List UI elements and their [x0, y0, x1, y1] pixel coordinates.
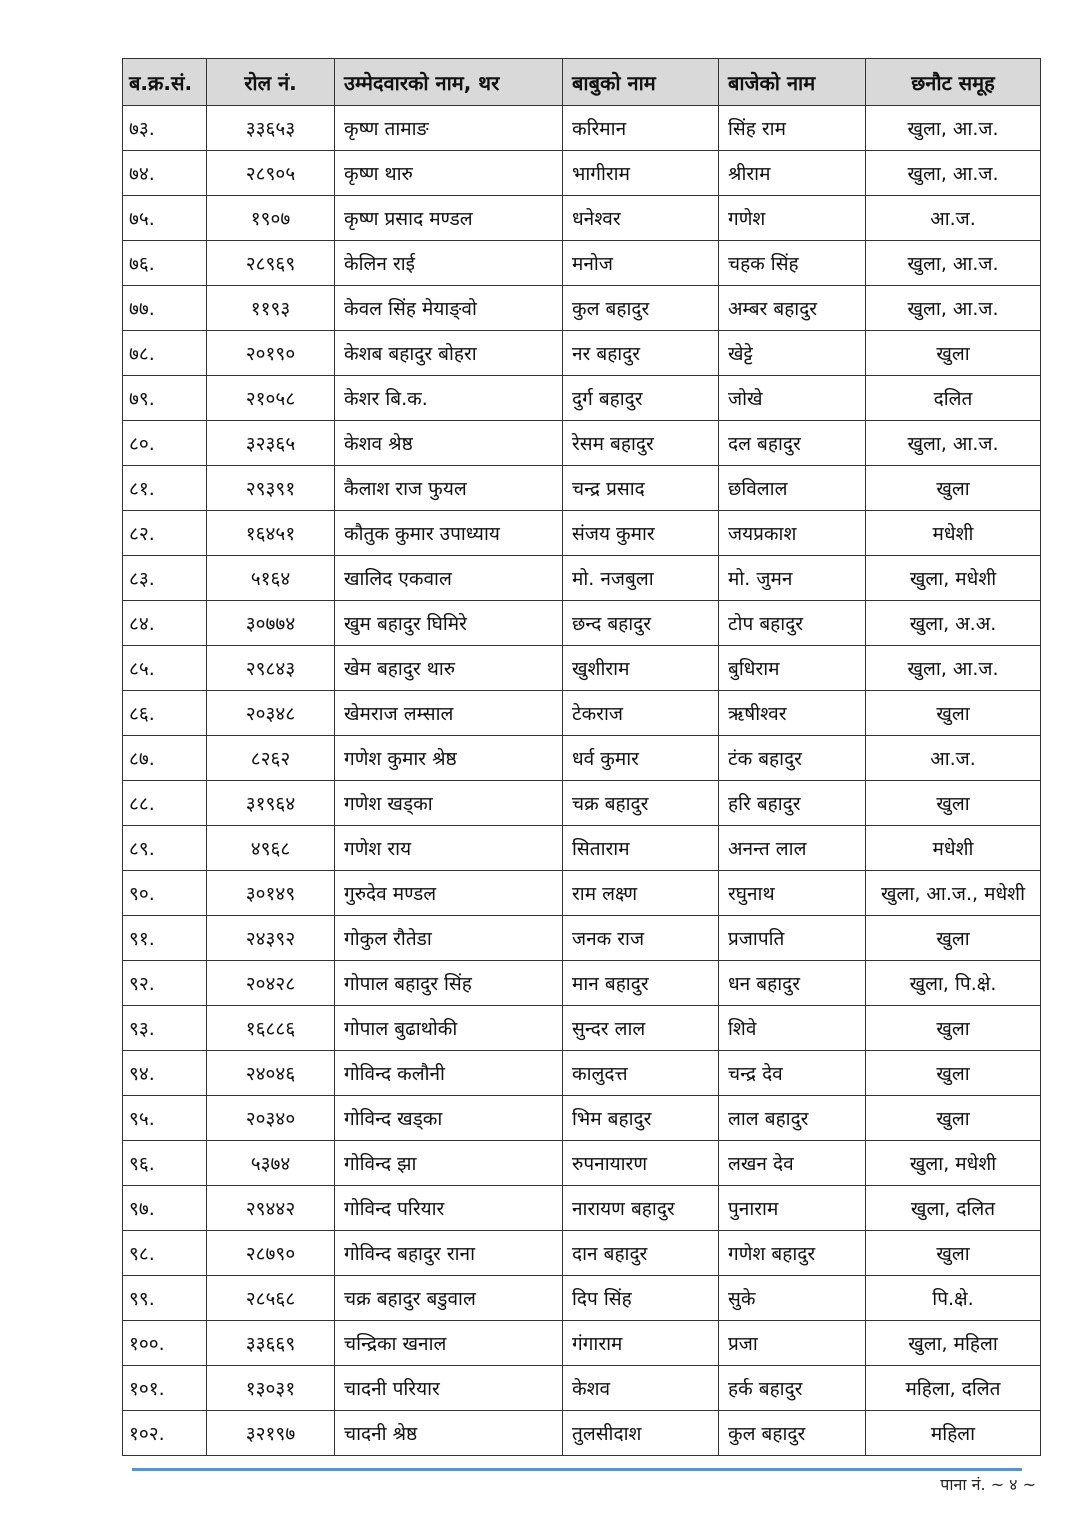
cell-candidate-name: गणेश राय: [335, 826, 563, 871]
cell-candidate-name: गोविन्द झा: [335, 1141, 563, 1186]
table-row: [123, 286, 1041, 331]
cell-candidate-name: गोकुल रौतेडा: [335, 916, 563, 961]
cell-selection-group: खुला, आ.ज., मधेशी: [866, 871, 1041, 916]
cell-grandfather-name: टोप बहादुर: [719, 601, 866, 646]
cell-selection-group: खुला, आ.ज.: [866, 286, 1041, 331]
cell-candidate-name: गोविन्द परियार: [335, 1186, 563, 1231]
cell-roll-number: २४०४६: [207, 1051, 335, 1096]
cell-selection-group: खुला, पि.क्षे.: [866, 961, 1041, 1006]
cell-selection-group: खुला: [866, 466, 1041, 511]
cell-selection-group: खुला, आ.ज.: [866, 241, 1041, 286]
cell-serial-number: ९६.: [123, 1141, 207, 1186]
cell-father-name: छन्द बहादुर: [563, 601, 719, 646]
page-number: पाना नं. ~ ४ ~: [940, 1475, 1036, 1494]
cell-father-name: नर बहादुर: [563, 331, 719, 376]
table-row: [123, 916, 1041, 961]
cell-grandfather-name: छविलाल: [719, 466, 866, 511]
cell-candidate-name: गोविन्द बहादुर राना: [335, 1231, 563, 1276]
cell-selection-group: खुला: [866, 1096, 1041, 1141]
cell-grandfather-name: धन बहादुर: [719, 961, 866, 1006]
table-row: [123, 1006, 1041, 1051]
cell-father-name: राम लक्ष्ण: [563, 871, 719, 916]
cell-selection-group: आ.ज.: [866, 736, 1041, 781]
cell-grandfather-name: पुनाराम: [719, 1186, 866, 1231]
cell-serial-number: ८५.: [123, 646, 207, 691]
cell-grandfather-name: चहक सिंह: [719, 241, 866, 286]
cell-roll-number: २४३९२: [207, 916, 335, 961]
cell-serial-number: ७७.: [123, 286, 207, 331]
cell-serial-number: ९२.: [123, 961, 207, 1006]
cell-serial-number: ९०.: [123, 871, 207, 916]
cell-selection-group: खुला, आ.ज.: [866, 151, 1041, 196]
cell-father-name: भिम बहादुर: [563, 1096, 719, 1141]
header-grandfather-name: बाजेको नाम: [719, 59, 866, 106]
cell-father-name: मान बहादुर: [563, 961, 719, 1006]
cell-candidate-name: केशब बहादुर बोहरा: [335, 331, 563, 376]
cell-father-name: कालुदत्त: [563, 1051, 719, 1096]
cell-father-name: गंगाराम: [563, 1321, 719, 1366]
cell-candidate-name: गुरुदेव मण्डल: [335, 871, 563, 916]
table-row: [123, 781, 1041, 826]
cell-father-name: जनक राज: [563, 916, 719, 961]
cell-roll-number: ४९६८: [207, 826, 335, 871]
cell-father-name: रेसम बहादुर: [563, 421, 719, 466]
cell-roll-number: ३२३६५: [207, 421, 335, 466]
cell-grandfather-name: मो. जुमन: [719, 556, 866, 601]
cell-serial-number: ९९.: [123, 1276, 207, 1321]
cell-serial-number: ८६.: [123, 691, 207, 736]
cell-candidate-name: कौतुक कुमार उपाध्याय: [335, 511, 563, 556]
cell-roll-number: २९३९१: [207, 466, 335, 511]
cell-selection-group: पि.क्षे.: [866, 1276, 1041, 1321]
cell-grandfather-name: लखन देव: [719, 1141, 866, 1186]
cell-serial-number: ९१.: [123, 916, 207, 961]
cell-roll-number: २०१९०: [207, 331, 335, 376]
table-row: [123, 376, 1041, 421]
cell-selection-group: खुला, दलित: [866, 1186, 1041, 1231]
cell-selection-group: खुला, आ.ज.: [866, 421, 1041, 466]
table-row: [123, 601, 1041, 646]
cell-father-name: मनोज: [563, 241, 719, 286]
cell-roll-number: २८९०५: [207, 151, 335, 196]
cell-serial-number: ७३.: [123, 106, 207, 151]
cell-selection-group: खुला: [866, 691, 1041, 736]
cell-roll-number: ३०७७४: [207, 601, 335, 646]
cell-selection-group: खुला: [866, 781, 1041, 826]
cell-roll-number: २८५६८: [207, 1276, 335, 1321]
cell-father-name: करिमान: [563, 106, 719, 151]
cell-selection-group: खुला: [866, 331, 1041, 376]
table-header-row: [123, 59, 1041, 106]
cell-serial-number: ७९.: [123, 376, 207, 421]
cell-candidate-name: कृष्ण प्रसाद मण्डल: [335, 196, 563, 241]
cell-candidate-name: गोविन्द खड्का: [335, 1096, 563, 1141]
header-father-name: बाबुको नाम: [563, 59, 719, 106]
cell-father-name: दुर्ग बहादुर: [563, 376, 719, 421]
table-row: [123, 106, 1041, 151]
cell-grandfather-name: प्रजा: [719, 1321, 866, 1366]
table-row: [123, 1051, 1041, 1096]
cell-candidate-name: गोपाल बुढाथोकी: [335, 1006, 563, 1051]
cell-roll-number: ११९३: [207, 286, 335, 331]
cell-father-name: दान बहादुर: [563, 1231, 719, 1276]
table-row: [123, 826, 1041, 871]
cell-father-name: धनेश्वर: [563, 196, 719, 241]
cell-selection-group: मधेशी: [866, 511, 1041, 556]
cell-candidate-name: चन्द्रिका खनाल: [335, 1321, 563, 1366]
cell-roll-number: २८९६९: [207, 241, 335, 286]
table-row: [123, 511, 1041, 556]
header-serial-number: ब.क्र.सं.: [123, 59, 207, 106]
table-row: [123, 1411, 1041, 1456]
cell-roll-number: ३०१४९: [207, 871, 335, 916]
cell-selection-group: खुला, आ.ज.: [866, 106, 1041, 151]
cell-selection-group: महिला, दलित: [866, 1366, 1041, 1411]
cell-father-name: धर्व कुमार: [563, 736, 719, 781]
cell-roll-number: २९४४२: [207, 1186, 335, 1231]
cell-roll-number: २१०५८: [207, 376, 335, 421]
cell-candidate-name: खेम बहादुर थारु: [335, 646, 563, 691]
cell-serial-number: ९८.: [123, 1231, 207, 1276]
cell-father-name: कुल बहादुर: [563, 286, 719, 331]
cell-roll-number: ३३६६९: [207, 1321, 335, 1366]
cell-roll-number: ३३६५३: [207, 106, 335, 151]
cell-father-name: दिप सिंह: [563, 1276, 719, 1321]
cell-father-name: चक्र बहादुर: [563, 781, 719, 826]
cell-serial-number: ९७.: [123, 1186, 207, 1231]
cell-grandfather-name: रघुनाथ: [719, 871, 866, 916]
cell-grandfather-name: बुधिराम: [719, 646, 866, 691]
cell-serial-number: ७६.: [123, 241, 207, 286]
cell-grandfather-name: अम्बर बहादुर: [719, 286, 866, 331]
table-row: [123, 151, 1041, 196]
cell-candidate-name: कैलाश राज फुयल: [335, 466, 563, 511]
cell-candidate-name: गोपाल बहादुर सिंह: [335, 961, 563, 1006]
cell-father-name: चन्द्र प्रसाद: [563, 466, 719, 511]
table-row: [123, 1186, 1041, 1231]
cell-selection-group: खुला, आ.ज.: [866, 646, 1041, 691]
cell-serial-number: ९४.: [123, 1051, 207, 1096]
cell-grandfather-name: दल बहादुर: [719, 421, 866, 466]
cell-serial-number: ८१.: [123, 466, 207, 511]
cell-selection-group: खुला, मधेशी: [866, 1141, 1041, 1186]
cell-father-name: नारायण बहादुर: [563, 1186, 719, 1231]
cell-grandfather-name: हर्क बहादुर: [719, 1366, 866, 1411]
cell-grandfather-name: हरि बहादुर: [719, 781, 866, 826]
cell-father-name: टेकराज: [563, 691, 719, 736]
cell-roll-number: १९०७: [207, 196, 335, 241]
table-row: [123, 691, 1041, 736]
candidate-list-sheet: [122, 58, 1040, 1456]
cell-serial-number: ७५.: [123, 196, 207, 241]
table-row: [123, 1141, 1041, 1186]
cell-serial-number: ९५.: [123, 1096, 207, 1141]
cell-roll-number: १६४५१: [207, 511, 335, 556]
cell-father-name: सिताराम: [563, 826, 719, 871]
table-row: [123, 241, 1041, 286]
cell-candidate-name: चक्र बहादुर बडुवाल: [335, 1276, 563, 1321]
cell-serial-number: ७८.: [123, 331, 207, 376]
cell-grandfather-name: टंक बहादुर: [719, 736, 866, 781]
cell-serial-number: ७४.: [123, 151, 207, 196]
cell-roll-number: १३०३१: [207, 1366, 335, 1411]
cell-serial-number: १०२.: [123, 1411, 207, 1456]
cell-grandfather-name: कुल बहादुर: [719, 1411, 866, 1456]
cell-candidate-name: गणेश खड्का: [335, 781, 563, 826]
cell-serial-number: ८३.: [123, 556, 207, 601]
header-roll-number: रोल नं.: [207, 59, 335, 106]
table-row: [123, 466, 1041, 511]
cell-serial-number: ८०.: [123, 421, 207, 466]
cell-roll-number: ८२६२: [207, 736, 335, 781]
header-candidate-name: उम्मेदवारको नाम, थर: [335, 59, 563, 106]
cell-father-name: केशव: [563, 1366, 719, 1411]
cell-selection-group: आ.ज.: [866, 196, 1041, 241]
table-row: [123, 421, 1041, 466]
cell-selection-group: खुला: [866, 1231, 1041, 1276]
cell-candidate-name: केशव श्रेष्ठ: [335, 421, 563, 466]
cell-candidate-name: कृष्ण थारु: [335, 151, 563, 196]
cell-selection-group: खुला, मधेशी: [866, 556, 1041, 601]
cell-candidate-name: खेमराज लम्साल: [335, 691, 563, 736]
cell-father-name: संजय कुमार: [563, 511, 719, 556]
cell-grandfather-name: श्रीराम: [719, 151, 866, 196]
cell-grandfather-name: जोखे: [719, 376, 866, 421]
cell-candidate-name: केलिन राई: [335, 241, 563, 286]
table-row: [123, 1096, 1041, 1141]
table-body: [123, 106, 1041, 1456]
cell-roll-number: २०३४८: [207, 691, 335, 736]
cell-father-name: मो. नजबुला: [563, 556, 719, 601]
cell-roll-number: २८७९०: [207, 1231, 335, 1276]
cell-serial-number: १०१.: [123, 1366, 207, 1411]
table-row: [123, 556, 1041, 601]
cell-candidate-name: चादनी परियार: [335, 1366, 563, 1411]
cell-selection-group: मधेशी: [866, 826, 1041, 871]
table-row: [123, 871, 1041, 916]
cell-serial-number: ८९.: [123, 826, 207, 871]
cell-selection-group: खुला: [866, 916, 1041, 961]
cell-grandfather-name: प्रजापति: [719, 916, 866, 961]
cell-candidate-name: केवल सिंह मेयाङ्वो: [335, 286, 563, 331]
cell-candidate-name: केशर बि.क.: [335, 376, 563, 421]
cell-grandfather-name: अनन्त लाल: [719, 826, 866, 871]
cell-roll-number: १६८८६: [207, 1006, 335, 1051]
cell-roll-number: ३१९६४: [207, 781, 335, 826]
cell-grandfather-name: चन्द्र देव: [719, 1051, 866, 1096]
cell-serial-number: ९३.: [123, 1006, 207, 1051]
cell-father-name: रुपनायारण: [563, 1141, 719, 1186]
cell-father-name: सुन्दर लाल: [563, 1006, 719, 1051]
cell-father-name: तुलसीदाश: [563, 1411, 719, 1456]
table-row: [123, 196, 1041, 241]
cell-candidate-name: गणेश कुमार श्रेष्ठ: [335, 736, 563, 781]
table-row: [123, 1321, 1041, 1366]
cell-selection-group: खुला, महिला: [866, 1321, 1041, 1366]
table-row: [123, 736, 1041, 781]
cell-grandfather-name: सिंह राम: [719, 106, 866, 151]
cell-serial-number: ८८.: [123, 781, 207, 826]
cell-selection-group: खुला, अ.अ.: [866, 601, 1041, 646]
table-row: [123, 961, 1041, 1006]
table-row: [123, 1276, 1041, 1321]
cell-candidate-name: कृष्ण तामाङ: [335, 106, 563, 151]
cell-grandfather-name: सुके: [719, 1276, 866, 1321]
cell-roll-number: ५१६४: [207, 556, 335, 601]
cell-roll-number: २०४२८: [207, 961, 335, 1006]
cell-serial-number: १००.: [123, 1321, 207, 1366]
header-selection-group: छनौट समूह: [866, 59, 1041, 106]
cell-candidate-name: चादनी श्रेष्ठ: [335, 1411, 563, 1456]
cell-serial-number: ८२.: [123, 511, 207, 556]
table-row: [123, 1231, 1041, 1276]
cell-grandfather-name: गणेश बहादुर: [719, 1231, 866, 1276]
cell-selection-group: दलित: [866, 376, 1041, 421]
cell-roll-number: ५३७४: [207, 1141, 335, 1186]
cell-candidate-name: खुम बहादुर घिमिरे: [335, 601, 563, 646]
cell-serial-number: ८४.: [123, 601, 207, 646]
cell-roll-number: २०३४०: [207, 1096, 335, 1141]
cell-grandfather-name: खेट्टे: [719, 331, 866, 376]
cell-candidate-name: खालिद एकवाल: [335, 556, 563, 601]
cell-roll-number: २९८४३: [207, 646, 335, 691]
cell-grandfather-name: लाल बहादुर: [719, 1096, 866, 1141]
cell-selection-group: खुला: [866, 1006, 1041, 1051]
cell-serial-number: ८७.: [123, 736, 207, 781]
cell-candidate-name: गोविन्द कलौनी: [335, 1051, 563, 1096]
table-row: [123, 646, 1041, 691]
table-row: [123, 1366, 1041, 1411]
cell-father-name: भागीराम: [563, 151, 719, 196]
cell-grandfather-name: गणेश: [719, 196, 866, 241]
table-row: [123, 331, 1041, 376]
cell-father-name: खुशीराम: [563, 646, 719, 691]
cell-grandfather-name: ऋषीश्वर: [719, 691, 866, 736]
cell-selection-group: खुला: [866, 1051, 1041, 1096]
candidate-table: [122, 58, 1041, 1456]
footer-rule: [132, 1468, 1022, 1471]
cell-roll-number: ३२१९७: [207, 1411, 335, 1456]
cell-selection-group: महिला: [866, 1411, 1041, 1456]
cell-grandfather-name: जयप्रकाश: [719, 511, 866, 556]
cell-grandfather-name: शिवे: [719, 1006, 866, 1051]
